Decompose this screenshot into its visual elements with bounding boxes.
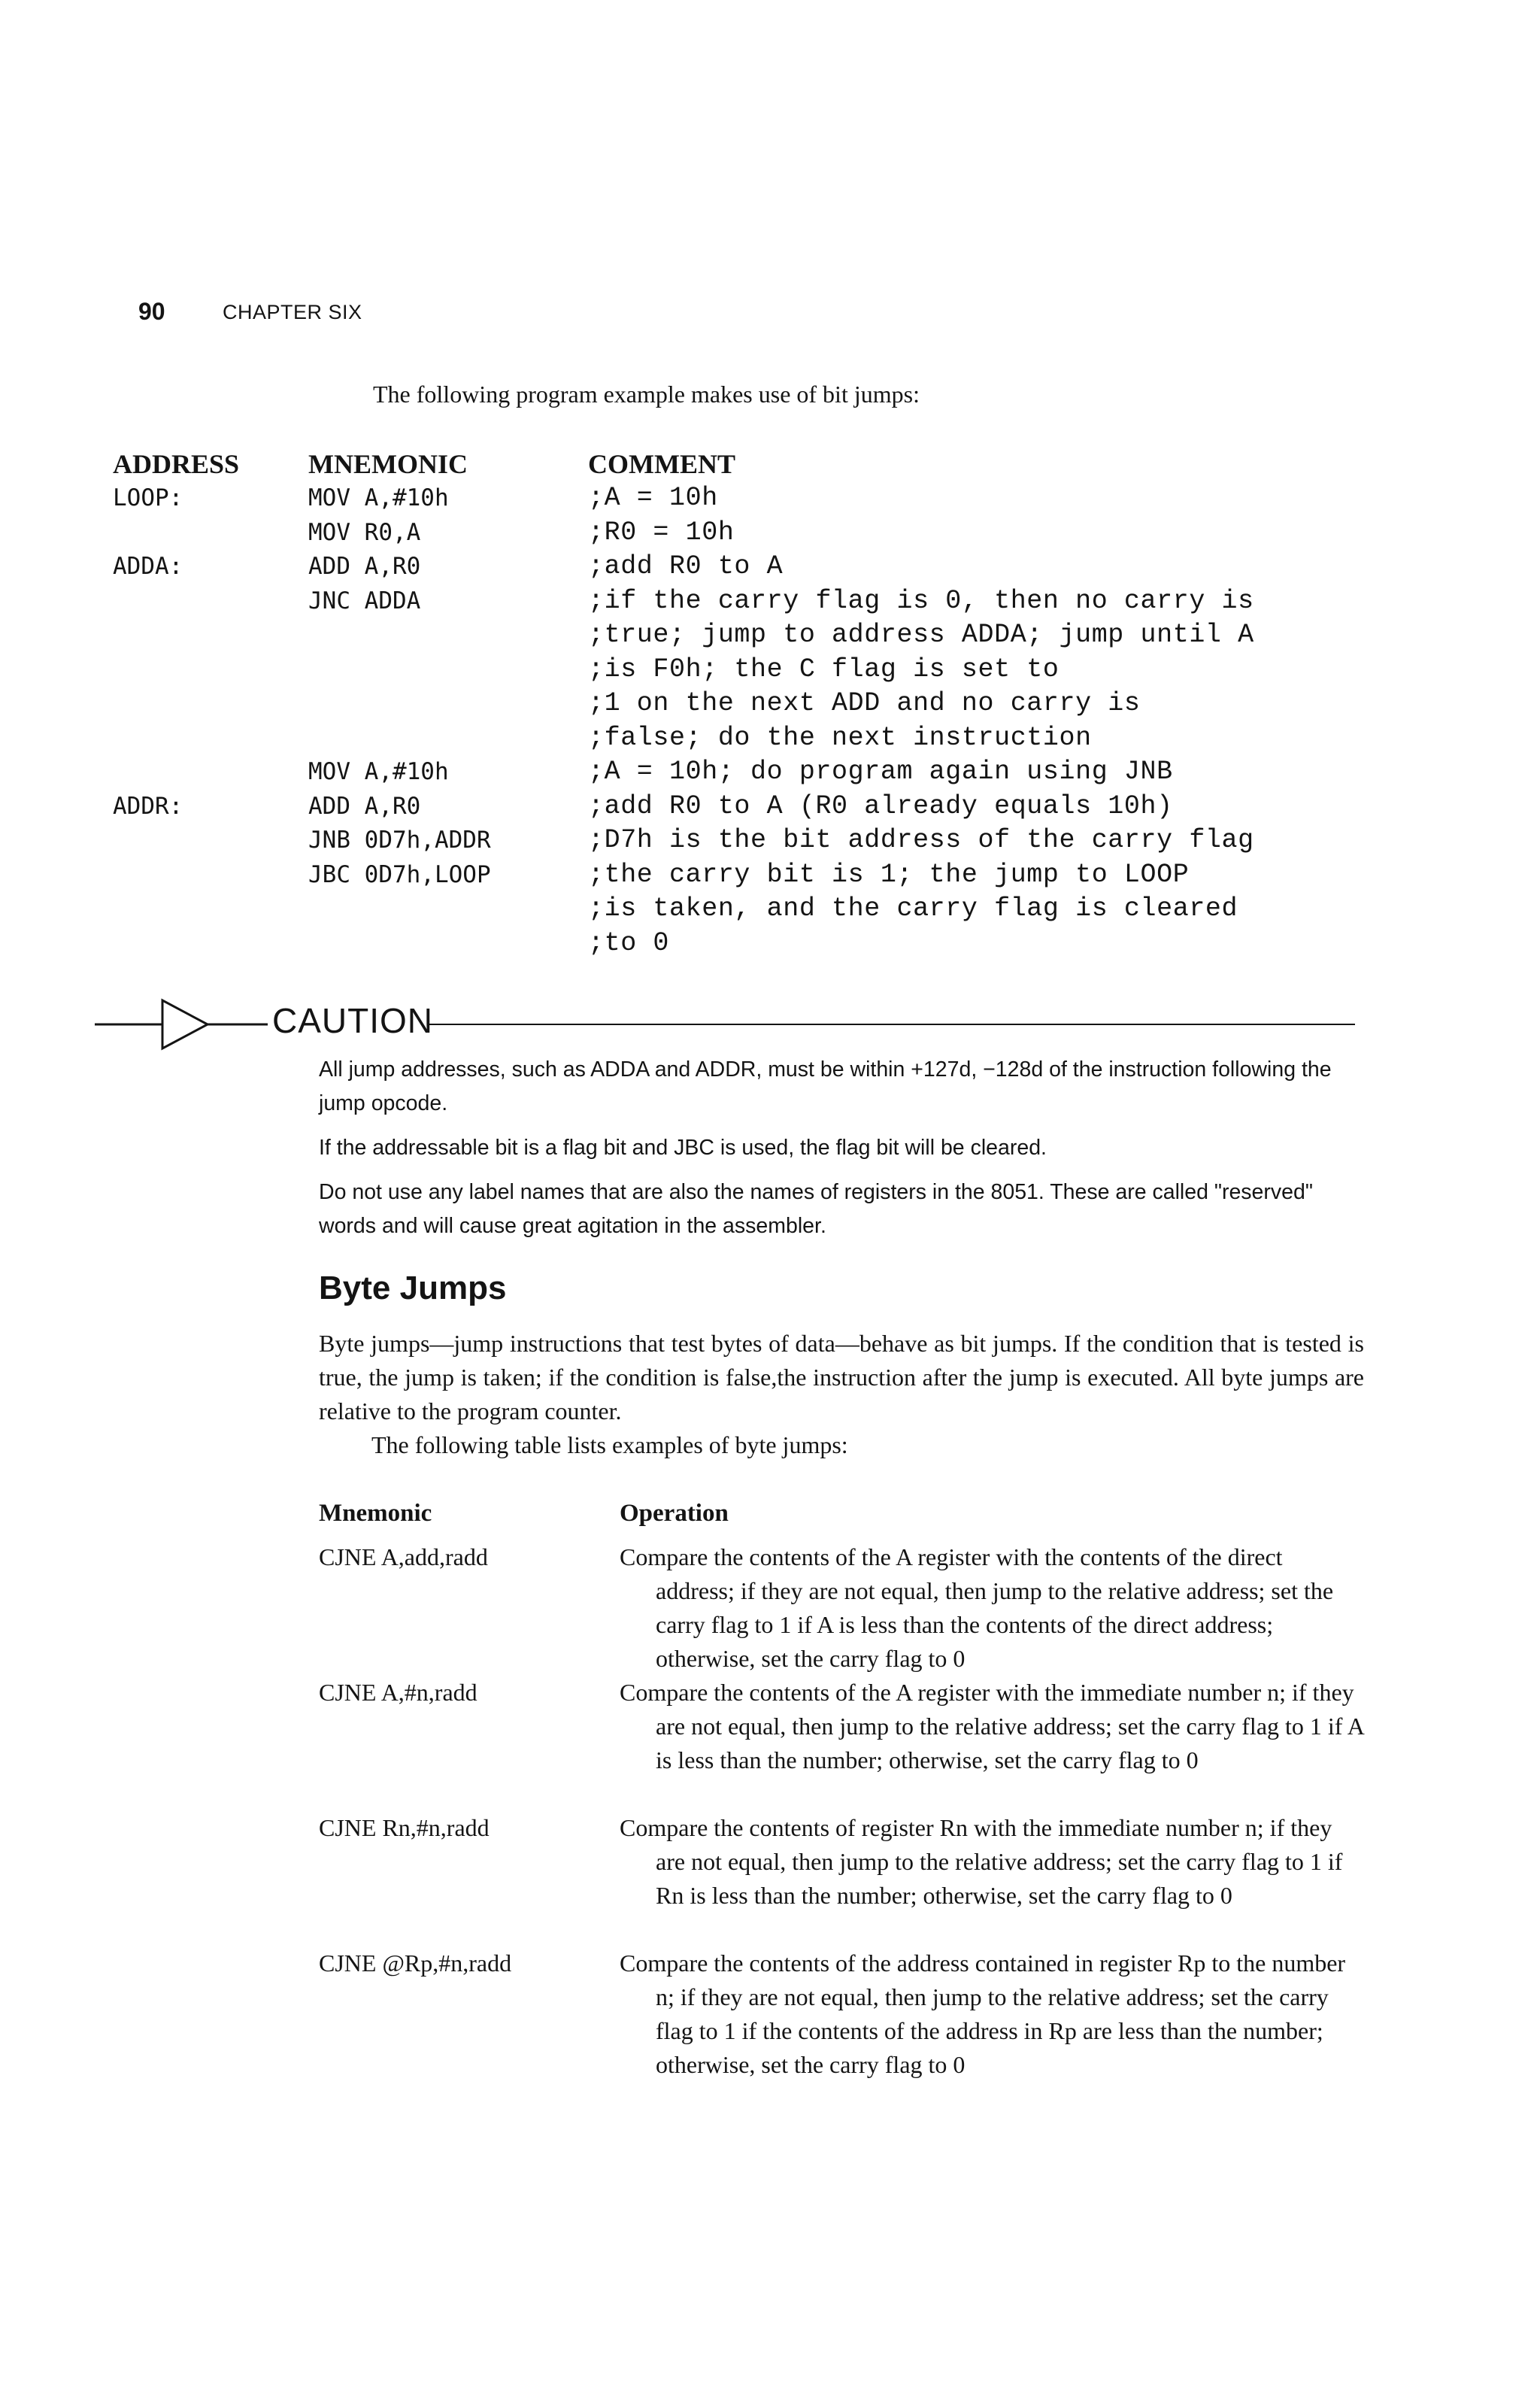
listing-row [0, 481, 1540, 516]
listing-row [0, 892, 1540, 927]
listing-mnemonic: MOV R0,A [308, 518, 421, 546]
listing-row [0, 653, 1540, 687]
comment-column-header: COMMENT [588, 449, 735, 479]
listing-comment: ;A = 10h [588, 483, 718, 513]
intro-text: The following program example makes use of bit jumps: [373, 381, 920, 408]
table-header-operation: Operation [620, 1500, 729, 1527]
listing-mnemonic: JNC ADDA [308, 587, 421, 614]
caution-divider [427, 1024, 1355, 1025]
section-heading: Byte Jumps [319, 1270, 507, 1306]
listing-comment: ;if the carry flag is 0, then no carry is [588, 585, 1254, 616]
listing-mnemonic: JNB 0D7h,ADDR [308, 827, 491, 854]
chapter-title: CHAPTER SIX [223, 301, 362, 323]
listing-comment: ;is taken, and the carry flag is cleared [588, 894, 1238, 924]
listing-row [0, 927, 1540, 961]
caution-paragraph: All jump addresses, such as ADDA and ADDR, must be within +127d, −128d of the instruction following the jump opcode. [319, 1057, 1332, 1115]
listing-mnemonic: JBC 0D7h,LOOP [308, 860, 491, 888]
listing-comment: ;A = 10h; do program again using JNB [588, 757, 1173, 787]
listing-row [0, 721, 1540, 756]
listing-mnemonic: MOV A,#10h [308, 484, 449, 511]
listing-comment: ;R0 = 10h [588, 517, 735, 548]
page-number: 90 [138, 298, 165, 325]
listing-row [0, 858, 1540, 893]
listing-row [0, 687, 1540, 721]
listing-comment: ;to 0 [588, 927, 670, 958]
listing-row [0, 550, 1540, 584]
listing-row [0, 824, 1540, 858]
listing-row [0, 516, 1540, 551]
program-listing [0, 481, 1540, 960]
table-operation: Compare the contents of the A register with the immediate number n; if they are not equal, then jump to the relative address; set the carry flag to 1 if A is less than the number; otherwise, set the carry flag to 0 [620, 1679, 1364, 1773]
table-mnemonic: CJNE A,#n,radd [319, 1679, 477, 1706]
listing-row [0, 584, 1540, 619]
table-mnemonic: CJNE Rn,#n,radd [319, 1814, 490, 1841]
caution-title: CAUTION [272, 1001, 433, 1040]
table-operation: Compare the contents of the address contained in register Rp to the number n; if they are not equal, then jump to the relative address; set the carry flag to 1 if the contents of the address in Rp are less than the number; otherwise, set the carry flag to 0 [620, 1949, 1346, 2078]
address-column-header: ADDRESS [113, 449, 240, 479]
listing-comment: ;is F0h; the C flag is set to [588, 654, 1060, 684]
listing-mnemonic: ADD A,R0 [308, 553, 421, 580]
caution-paragraph: Do not use any label names that are also the names of registers in the 8051. These are called "reserved" words and will cause great agitation in the assembler. [319, 1180, 1313, 1238]
listing-comment: ;true; jump to address ADDA; jump until A [588, 620, 1254, 650]
caution-triangle-icon [95, 994, 268, 1054]
listing-address: ADDA: [113, 553, 183, 580]
mnemonic-column-header: MNEMONIC [308, 449, 468, 479]
listing-comment: ;add R0 to A [588, 551, 784, 581]
body-paragraph: The following table lists examples of byte jumps: [371, 1431, 848, 1458]
listing-comment: ;D7h is the bit address of the carry flag [588, 825, 1254, 855]
table-mnemonic: CJNE @Rp,#n,radd [319, 1949, 512, 1977]
listing-mnemonic: ADD A,R0 [308, 792, 421, 820]
listing-comment: ;false; do the next instruction [588, 722, 1092, 753]
body-paragraph: Byte jumps—jump instructions that test bytes of data—behave as bit jumps. If the condition that is tested is true, the jump is taken; if the condition is false,the instruction after the jump is executed. All byte jumps are relative to the program counter. [319, 1330, 1364, 1425]
listing-address: LOOP: [113, 484, 183, 511]
listing-row [0, 790, 1540, 824]
listing-comment: ;add R0 to A (R0 already equals 10h) [588, 790, 1173, 821]
listing-comment: ;the carry bit is 1; the jump to LOOP [588, 859, 1190, 890]
listing-mnemonic: MOV A,#10h [308, 758, 449, 785]
listing-row [0, 755, 1540, 790]
table-header-mnemonic: Mnemonic [319, 1500, 432, 1527]
listing-row [0, 618, 1540, 653]
caution-paragraph: If the addressable bit is a flag bit and JBC is used, the flag bit will be cleared. [319, 1136, 1047, 1160]
listing-address: ADDR: [113, 792, 183, 820]
table-operation: Compare the contents of the A register with the contents of the direct address; if they are not equal, then jump to the relative address; set the carry flag to 1 if A is less than the contents of the direct address; otherwise, set the carry flag to 0 [620, 1543, 1334, 1672]
table-operation: Compare the contents of register Rn with the immediate number n; if they are not equal, then jump to the relative address; set the carry flag to 1 if Rn is less than the number; otherwise, set the carry flag to 0 [620, 1814, 1343, 1909]
listing-comment: ;1 on the next ADD and no carry is [588, 688, 1141, 718]
table-mnemonic: CJNE A,add,radd [319, 1543, 488, 1570]
